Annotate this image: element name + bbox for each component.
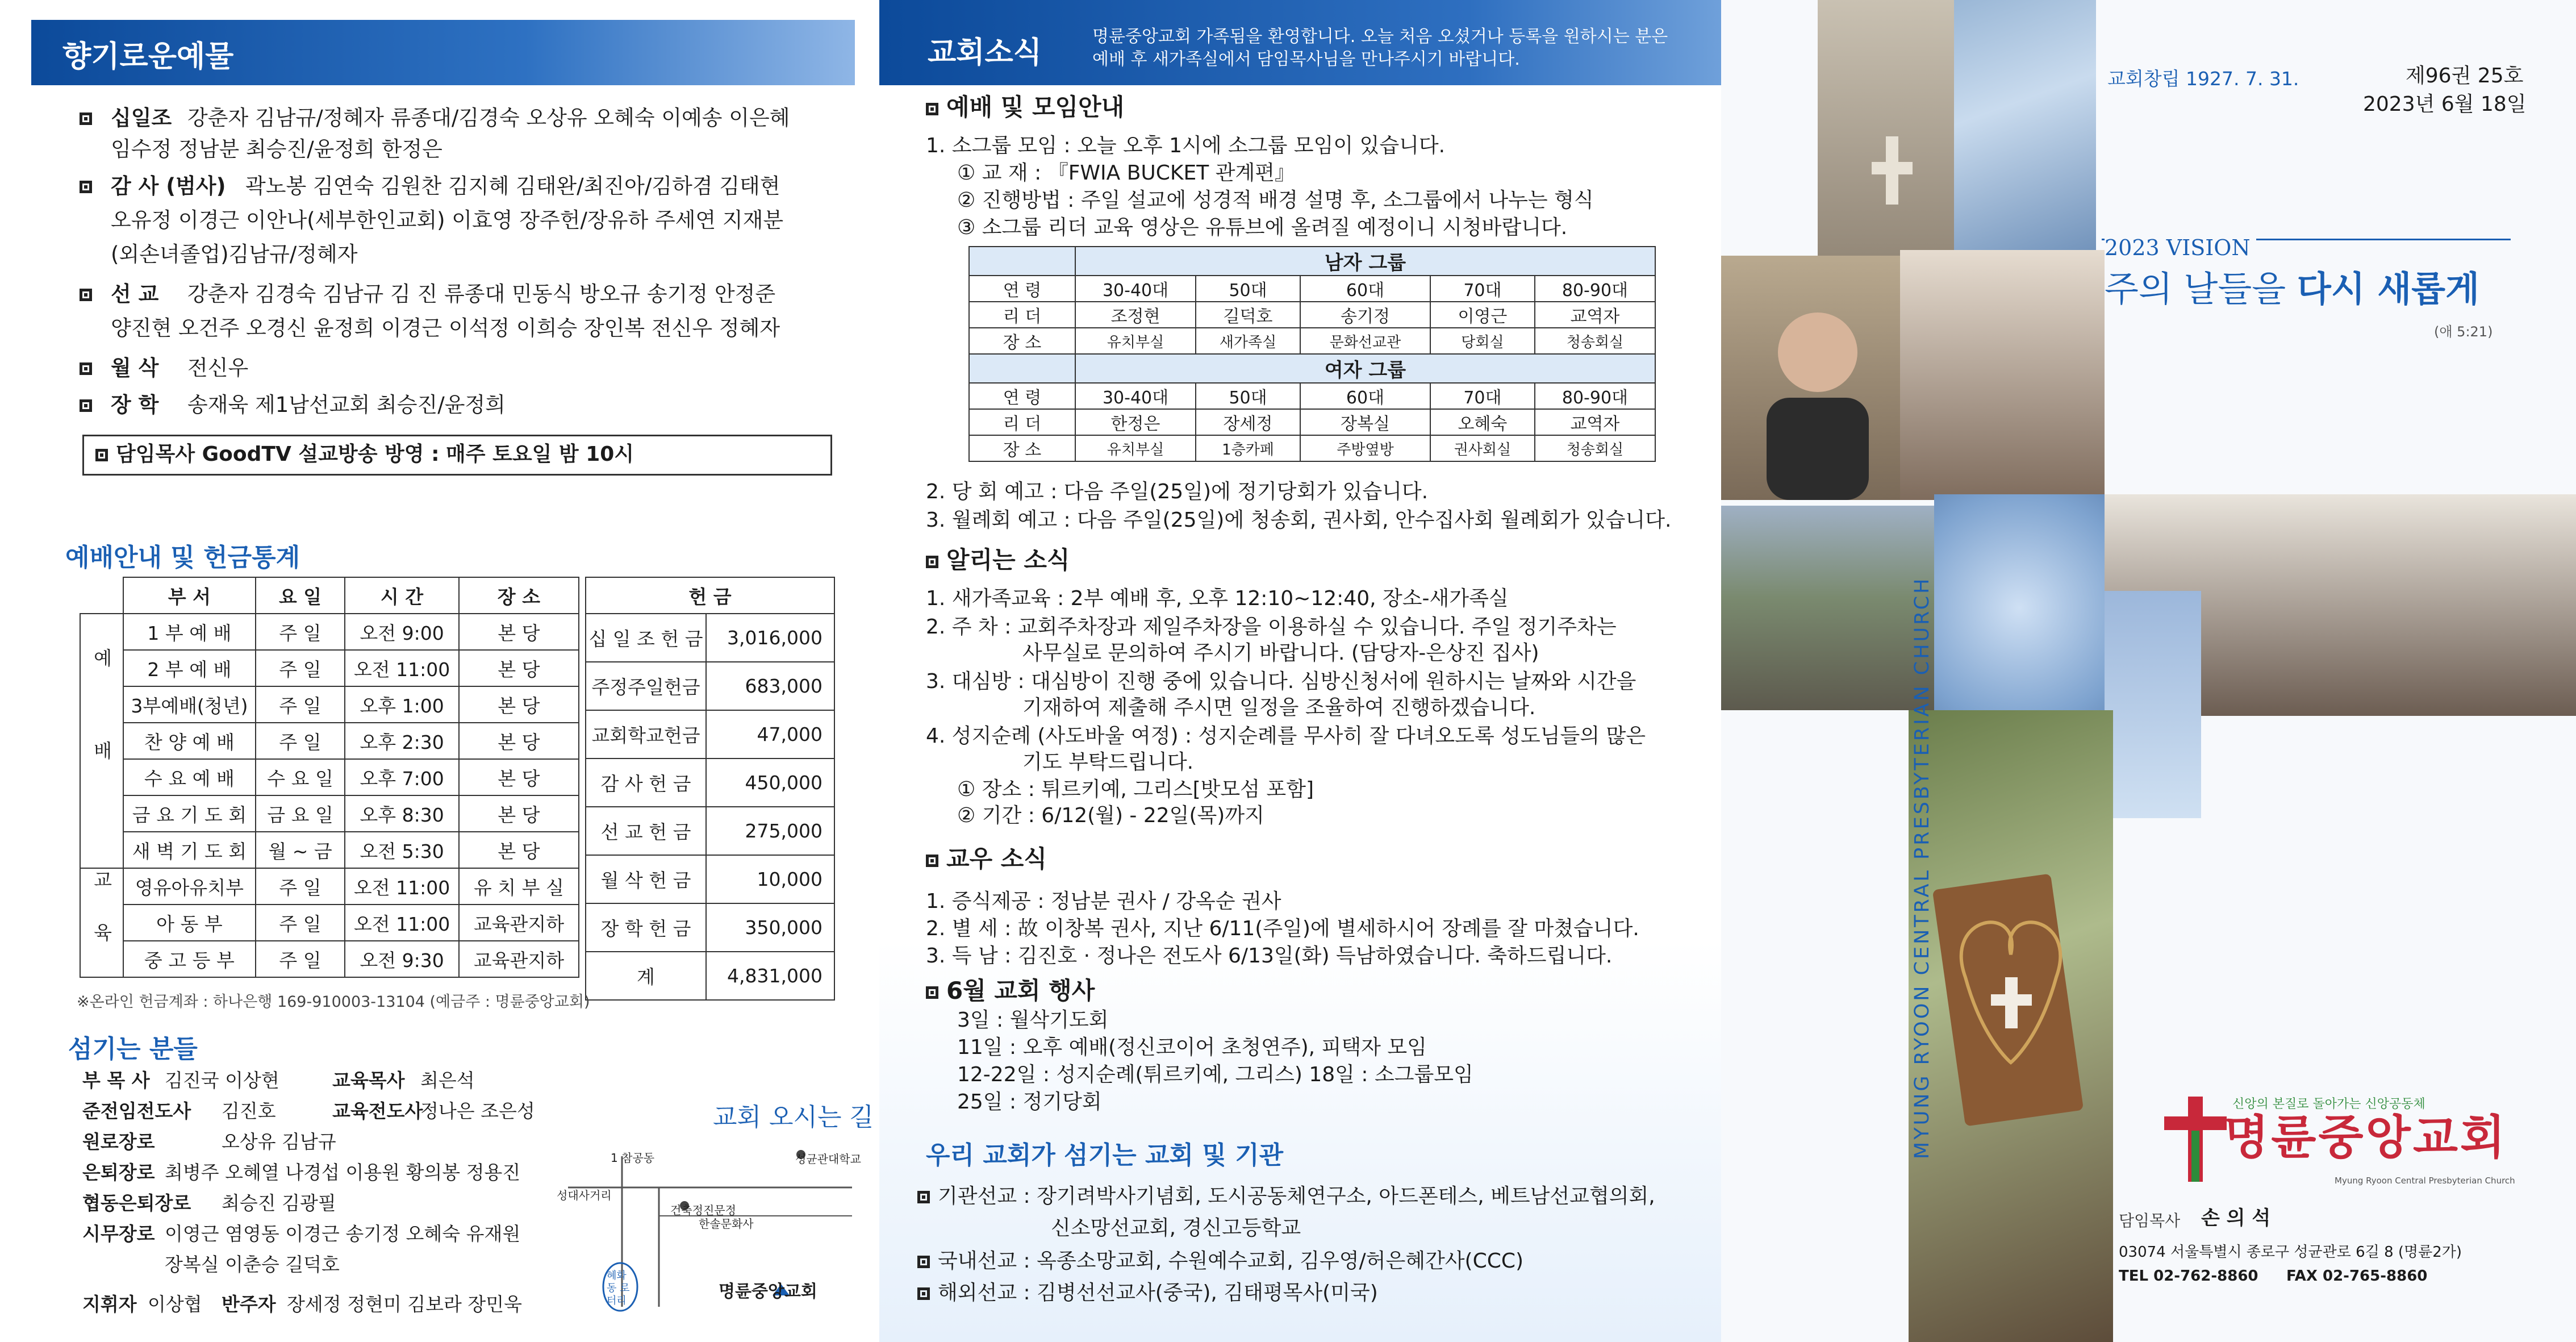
cell: 50대 — [1196, 276, 1300, 302]
table-row — [586, 614, 834, 662]
cell: 십 일 조 헌 금 — [586, 614, 706, 662]
news-item: 2. 당 회 예고 : 다음 주일(25일)에 정기당회가 있습니다. — [926, 480, 1429, 503]
cell: 교육관지하 — [459, 941, 579, 977]
cell: 3,016,000 — [706, 614, 834, 662]
bullet-icon — [80, 399, 92, 412]
cell: 장 학 헌 금 — [586, 903, 706, 952]
news-item-text: 국내선교 : 옥종소망교회, 수원예수교회, 김우영/허은혜간사(CCC) — [938, 1249, 1524, 1273]
cell: 오전 11:00 — [345, 650, 458, 686]
map-title: 교회 오시는 길 — [713, 1103, 874, 1132]
cell: 오전 5:30 — [345, 832, 458, 868]
cell: 계 — [586, 952, 706, 1000]
cell: 월 삭 헌 금 — [586, 855, 706, 903]
cell: 수 요 일 — [256, 759, 345, 795]
hydrangea-photo-top — [1954, 0, 2096, 261]
cell: 오전 9:30 — [345, 941, 458, 977]
servant-role: 지휘자 — [82, 1293, 137, 1315]
cell: 3부예배(청년) — [123, 686, 256, 723]
goodtv-box — [82, 435, 832, 476]
offering-names: 송재욱 제1남선교회 최승진/윤정희 — [187, 393, 506, 417]
table-row — [969, 276, 1655, 302]
cell: 오후 7:00 — [345, 759, 458, 795]
news-item — [917, 1183, 1655, 1210]
worship-title: 예배안내 및 헌금통계 — [65, 543, 300, 572]
offerings-header-bar — [31, 20, 855, 85]
table-row — [969, 383, 1655, 409]
servant-role: 협동은퇴장로 — [82, 1192, 191, 1214]
cell: 월 ~ 금 — [256, 832, 345, 868]
cell: 권사회실 — [1430, 435, 1535, 461]
offering-label: 장 학 — [111, 393, 159, 417]
bullet-icon — [917, 1287, 930, 1300]
church-logo — [2164, 1091, 2515, 1187]
table-row — [586, 807, 834, 855]
table-row — [586, 710, 834, 758]
cell: 리 더 — [969, 302, 1075, 328]
cell: 오후 1:00 — [345, 686, 458, 723]
table-row — [586, 952, 834, 1000]
church-fax: FAX 02-765-8860 — [2286, 1268, 2428, 1285]
cell: 80-90대 — [1535, 276, 1655, 302]
cell: 유 치 부 실 — [459, 868, 579, 905]
servant-names: 정나은 조은성 — [420, 1100, 535, 1122]
cell: 주정주일헌금 — [586, 662, 706, 710]
servant-names: 최승진 김광필 — [222, 1192, 336, 1214]
news-item: 신소망선교회, 경신고등학교 — [1051, 1216, 1301, 1240]
vision-text — [2105, 267, 2479, 311]
news-item: 25일 : 정기당회 — [957, 1090, 1102, 1114]
servant-role: 교육전도사 — [332, 1100, 423, 1122]
cell: 새 벽 기 도 회 — [123, 832, 256, 868]
servant-names: 이상협 — [148, 1293, 202, 1315]
table-row — [80, 905, 579, 941]
col-header: 장 소 — [459, 577, 579, 614]
cell: 10,000 — [706, 855, 834, 903]
section-title-text: 6월 교회 행사 — [946, 977, 1095, 1005]
section-title-text: 알리는 소식 — [946, 546, 1070, 574]
servant-role: 부 목 사 — [82, 1069, 150, 1091]
mountain-group-photo — [1721, 506, 1934, 710]
cell: 본 당 — [459, 614, 579, 650]
servant-role: 시무장로 — [82, 1223, 155, 1245]
offering-names: 양진현 오건주 오경신 윤정희 이경근 이석정 이희승 장인복 전신우 정혜자 — [111, 316, 780, 340]
church-address: 03074 서울특별시 종로구 성균관로 6길 8 (명륜2가) — [2119, 1244, 2462, 1261]
cell: 본 당 — [459, 832, 579, 868]
news-item-text: 기관선교 : 장기려박사기념회, 도시공동체연구소, 아드폰테스, 베트남선교협의회, — [938, 1185, 1655, 1208]
cell: 장복실 — [1300, 409, 1430, 435]
cell: 교회학교헌금 — [586, 710, 706, 758]
cell: 70대 — [1430, 276, 1535, 302]
section-title: 우리 교회가 섬기는 교회 및 기관 — [926, 1141, 1284, 1170]
cell: 주 일 — [256, 723, 345, 759]
news-item: ② 진행방법 : 주일 설교에 성경적 배경 설명 후, 소그룹에서 나누는 형식 — [957, 189, 1594, 212]
cell: 장세정 — [1196, 409, 1300, 435]
group-label: 교육 — [80, 868, 123, 977]
vision-text-a: 주의 날들을 — [2105, 268, 2297, 310]
cell: 오후 2:30 — [345, 723, 458, 759]
vision-label: 2023 VISION — [2105, 234, 2256, 261]
church-tel: TEL 02-762-8860 — [2119, 1268, 2258, 1285]
table-row — [586, 758, 834, 807]
news-item: 3. 대심방 : 대심방이 진행 중에 있습니다. 심방신청서에 원하시는 날짜와 시간을 — [926, 670, 1636, 693]
cross-icon — [1909, 710, 2113, 1342]
group-label: 예배 — [80, 614, 123, 868]
map-label: 건축정진문정 — [670, 1203, 736, 1217]
cell: 찬 양 예 배 — [123, 723, 256, 759]
table-row — [80, 686, 579, 723]
news-item — [917, 1248, 1523, 1275]
table-row — [80, 723, 579, 759]
bullet-icon — [80, 112, 92, 125]
table-row — [586, 662, 834, 710]
group-table — [968, 246, 1656, 462]
section-title-text: 예배 및 모임안내 — [946, 93, 1125, 121]
section-title — [926, 977, 1095, 1005]
news-item: 3일 : 월삭기도회 — [957, 1008, 1109, 1032]
offering-label: 감 사 (범사) — [111, 174, 226, 198]
servant-role: 은퇴장로 — [82, 1161, 155, 1183]
offering-names: 강춘자 김남규/정혜자 류종대/김경숙 오상유 오혜숙 이예송 이은혜 — [187, 106, 790, 130]
pastor-photo — [1721, 256, 1909, 500]
map-label: 명륜중앙교회 — [719, 1282, 817, 1302]
news-item: 1. 소그룹 모임 : 오늘 오후 1시에 소그룹 모임이 있습니다. — [926, 134, 1446, 157]
bullet-icon — [926, 855, 938, 867]
news-item: ② 기간 : 6/12(월) - 22일(목)까지 — [957, 804, 1264, 827]
goodtv-label: 담임목사 GoodTV 설교방송 방영 : — [116, 443, 440, 466]
cell: 주 일 — [256, 614, 345, 650]
cell: 주 일 — [256, 650, 345, 686]
cell: 30-40대 — [1075, 276, 1196, 302]
news-item: 2. 주 차 : 교회주차장과 제일주차장을 이용하실 수 있습니다. 주일 정기주차는 — [926, 615, 1617, 639]
cell: 연 령 — [969, 276, 1075, 302]
table-row — [80, 832, 579, 868]
cell: 오후 8:30 — [345, 795, 458, 832]
cell: 교역자 — [1535, 302, 1655, 328]
cell: 오혜숙 — [1430, 409, 1535, 435]
servants-title: 섬기는 분들 — [68, 1035, 198, 1064]
cell: 47,000 — [706, 710, 834, 758]
group-label: 여자 그룹 — [1075, 354, 1655, 383]
offering-label: 십일조 — [111, 106, 172, 130]
news-item-text: 해외선교 : 김병선선교사(중국), 김태평목사(미국) — [938, 1281, 1378, 1305]
cell: 청송회실 — [1535, 435, 1655, 461]
news-item: ③ 소그룹 리더 교육 영상은 유튜브에 올려질 예정이니 시청바랍니다. — [957, 216, 1568, 239]
news-item: ① 장소 : 튀르키예, 그리스[밧모섬 포함] — [957, 778, 1314, 801]
cell: 683,000 — [706, 662, 834, 710]
cell: 리 더 — [969, 409, 1075, 435]
servant-names: 김진호 — [222, 1100, 276, 1122]
cell: 주방옆방 — [1300, 435, 1430, 461]
table-header-row — [586, 577, 834, 614]
vision-ref: (애 5:21) — [2434, 324, 2493, 340]
offering-names: 강춘자 김경숙 김남규 김 진 류종대 민동식 방오규 송기정 안정준 — [187, 282, 776, 306]
volume-number: 제96권 25호 — [2406, 64, 2524, 87]
news-item: 1. 새가족교육 : 2부 예배 후, 오후 12:10~12:40, 장소-새가족실 — [926, 587, 1509, 610]
offering-names: 전신우 — [187, 356, 249, 380]
offering-label: 월 삭 — [111, 356, 159, 380]
cell: 조정현 — [1075, 302, 1196, 328]
cell: 유치부실 — [1075, 435, 1196, 461]
cell: 주 일 — [256, 941, 345, 977]
news-item: 3. 월례회 예고 : 다음 주일(25일)에 청송회, 권사회, 안수집사회 월례회가 있습니다. — [926, 509, 1672, 532]
cell: 교역자 — [1535, 409, 1655, 435]
hydrangea-photo-right — [2105, 591, 2201, 818]
news-header-note: 예배 후 새가족실에서 담임목사님을 만나주시기 바랍니다. — [1092, 49, 1520, 69]
news-item: 2. 별 세 : 故 이창복 권사, 지난 6/11(주일)에 별세하시어 장례를 잘 마쳤습니다. — [926, 917, 1639, 940]
table-row — [586, 855, 834, 903]
cell: 수 요 예 배 — [123, 759, 256, 795]
servant-role: 반주자 — [222, 1293, 276, 1315]
cell: 당회실 — [1430, 328, 1535, 354]
bullet-icon — [926, 103, 938, 115]
offering-names: 곽노봉 김연숙 김원찬 김지혜 김태완/최진아/김하겸 김태현 — [245, 174, 780, 198]
logo-tagline: 신앙의 본질로 돌아가는 신앙공동체 — [2232, 1097, 2425, 1111]
news-item: 3. 득 남 : 김진호 · 정나은 전도사 6/13일(화) 득남하였습니다. 축하드립니다. — [926, 944, 1613, 968]
logo-english: Myung Ryoon Central Presbyterian Church — [2335, 1176, 2515, 1186]
offerings-header: 향기로운예물 — [62, 40, 234, 74]
bullet-icon — [80, 289, 92, 301]
vision-text-b: 다시 새롭게 — [2297, 268, 2479, 310]
servant-role: 교육목사 — [332, 1069, 405, 1091]
cell: 금 요 일 — [256, 795, 345, 832]
table-row — [80, 795, 579, 832]
logo-name: 명륜중앙교회 — [2224, 1111, 2508, 1165]
cell: 1 부 예 배 — [123, 614, 256, 650]
news-item: 기재하여 제출해 주시면 일정을 조율하여 진행하겠습니다. — [1022, 696, 1536, 719]
news-item: 기도 부탁드립니다. — [1022, 751, 1194, 774]
section-title — [926, 94, 1124, 121]
cell: 유치부실 — [1075, 328, 1196, 354]
cell: 주 일 — [256, 905, 345, 941]
issue-date: 2023년 6월 18일 — [2363, 93, 2527, 116]
col-header: 헌 금 — [586, 577, 834, 614]
offering-table — [585, 577, 835, 1001]
cell: 본 당 — [459, 650, 579, 686]
table-row — [80, 614, 579, 650]
table-row — [80, 941, 579, 977]
cell: 주 일 — [256, 868, 345, 905]
bullet-icon — [926, 556, 938, 568]
servant-role: 준전임전도사 — [82, 1100, 191, 1122]
table-row — [80, 759, 579, 795]
wooden-cross-photo — [1909, 710, 2113, 1342]
news-item: 12-22일 : 성지순례(튀르키예, 그리스) 18일 : 소그룹모임 — [957, 1063, 1473, 1086]
cell: 본 당 — [459, 795, 579, 832]
offering-names: 임수정 정남분 최승진/윤정희 한정은 — [111, 137, 442, 161]
servant-names: 장세정 정현미 김보라 장민욱 — [287, 1293, 523, 1315]
servant-names: 이영근 염영동 이경근 송기정 오혜숙 유재원 — [165, 1223, 521, 1245]
cell: 감 사 헌 금 — [586, 758, 706, 807]
cell: 이영근 — [1430, 302, 1535, 328]
map-label: 성대사거리 — [557, 1189, 612, 1202]
cell: 본 당 — [459, 723, 579, 759]
cell: 본 당 — [459, 686, 579, 723]
servant-names: 오상유 김남규 — [222, 1131, 336, 1153]
cell: 50대 — [1196, 383, 1300, 409]
church-map — [557, 1142, 863, 1318]
offering-label: 선 교 — [111, 282, 159, 306]
news-header-note: 명륜중앙교회 가족됨을 환영합니다. 오늘 처음 오셨거나 등록을 원하시는 분은 — [1092, 27, 1668, 47]
news-item: 사무실로 문의하여 주시기 바랍니다. (담당자-은상진 집사) — [1022, 641, 1539, 665]
bullet-icon — [917, 1191, 930, 1203]
table-row — [969, 435, 1655, 461]
col-header: 시 간 — [345, 577, 458, 614]
cell: 연 령 — [969, 383, 1075, 409]
cell: 오전 11:00 — [345, 905, 458, 941]
offering-names: (외손녀졸업)김남규/정혜자 — [111, 242, 358, 266]
cell: 60대 — [1300, 383, 1430, 409]
choir-photo — [1900, 250, 2105, 500]
cell: 275,000 — [706, 807, 834, 855]
cell: 청송회실 — [1535, 328, 1655, 354]
table-row — [969, 247, 1655, 276]
cell: 60대 — [1300, 276, 1430, 302]
cell: 길덕호 — [1196, 302, 1300, 328]
cell: 오전 11:00 — [345, 868, 458, 905]
col-header: 부 서 — [123, 577, 256, 614]
goodtv-time: 매주 토요일 밤 10시 — [445, 443, 634, 466]
servant-names: 김진국 이상현 — [165, 1069, 279, 1091]
servant-names: 장복실 이춘승 길덕호 — [165, 1253, 340, 1276]
table-row — [80, 868, 579, 905]
cell: 주 일 — [256, 686, 345, 723]
vertical-church-name-text: MYUNG RYOON CENTRAL PRESBYTERIAN CHURCH — [1911, 576, 1934, 1159]
cell: 450,000 — [706, 758, 834, 807]
table-row — [969, 354, 1655, 383]
cell: 아 동 부 — [123, 905, 256, 941]
servant-names: 최은석 — [420, 1069, 475, 1091]
col-header: 요 일 — [256, 577, 345, 614]
group-label: 남자 그룹 — [1075, 247, 1655, 276]
pastor-name: 손 의 석 — [2201, 1207, 2271, 1230]
cell: 1층카페 — [1196, 435, 1300, 461]
cell: 송기정 — [1300, 302, 1430, 328]
cell: 본 당 — [459, 759, 579, 795]
bullet-icon — [80, 362, 92, 375]
cell: 70대 — [1430, 383, 1535, 409]
cell: 문화선교관 — [1300, 328, 1430, 354]
pastor-label: 담임목사 — [2119, 1211, 2181, 1230]
news-item: 4. 성지순례 (사도바울 여정) : 성지순례를 무사히 잘 다녀오도록 성도님들의 많은 — [926, 724, 1646, 748]
cell: 새가족실 — [1196, 328, 1300, 354]
cell: 30-40대 — [1075, 383, 1196, 409]
table-row — [969, 328, 1655, 354]
map-label: 한솔문화사 — [699, 1217, 754, 1231]
table-row — [80, 650, 579, 686]
cell: 2 부 예 배 — [123, 650, 256, 686]
table-row — [586, 903, 834, 952]
map-label: 성균관대학교 — [795, 1152, 861, 1166]
table-row — [969, 302, 1655, 328]
cell: 장 소 — [969, 328, 1075, 354]
cell: 중 고 등 부 — [123, 941, 256, 977]
news-header: 교회소식 — [928, 36, 1042, 70]
cell: 한정은 — [1075, 409, 1196, 435]
cell: 80-90대 — [1535, 383, 1655, 409]
bullet-icon — [95, 449, 108, 461]
cell: 교육관지하 — [459, 905, 579, 941]
cell: 금 요 기 도 회 — [123, 795, 256, 832]
cell: 오전 9:00 — [345, 614, 458, 650]
news-item: ① 교 재 : 『FWIA BUCKET 관계편』 — [957, 161, 1296, 185]
cell: 장 소 — [969, 435, 1075, 461]
cell: 영유아유치부 — [123, 868, 256, 905]
map-label: 혜화동 로터리 — [607, 1270, 630, 1307]
cell: 350,000 — [706, 903, 834, 952]
founded-date: 교회창립 1927. 7. 31. — [2107, 68, 2299, 90]
news-item: 11일 : 오후 예배(정신코이어 초청연주), 피택자 모임 — [957, 1036, 1427, 1059]
bullet-icon — [80, 181, 92, 193]
worship-table — [80, 577, 579, 978]
cell: 4,831,000 — [706, 952, 834, 1000]
account-note: ※온라인 헌금계좌 : 하나은행 169-910003-13104 (예금주 : 명륜중앙교회) — [77, 993, 590, 1011]
news-item — [917, 1280, 1378, 1307]
offering-names: 오유정 이경근 이안나(세부한인교회) 이효영 장주헌/장유하 주세연 지재분 — [111, 208, 784, 232]
section-title-text: 교우 소식 — [946, 845, 1047, 873]
bullet-icon — [917, 1256, 930, 1268]
cell: 선 교 헌 금 — [586, 807, 706, 855]
table-row — [969, 409, 1655, 435]
map-label: 1 참공동 — [611, 1151, 655, 1165]
section-title — [926, 845, 1047, 873]
bullet-icon — [926, 986, 938, 999]
servant-names: 최병주 오혜열 나경섭 이용원 황의봉 정용진 — [165, 1161, 521, 1183]
section-title — [926, 547, 1070, 574]
servant-role: 원로장로 — [82, 1131, 155, 1153]
logo-cross-icon — [2164, 1097, 2227, 1182]
table-header-row — [80, 577, 579, 614]
news-item: 1. 증식제공 : 정남분 권사 / 강옥순 권사 — [926, 890, 1281, 913]
news-header-bar — [879, 0, 1721, 85]
